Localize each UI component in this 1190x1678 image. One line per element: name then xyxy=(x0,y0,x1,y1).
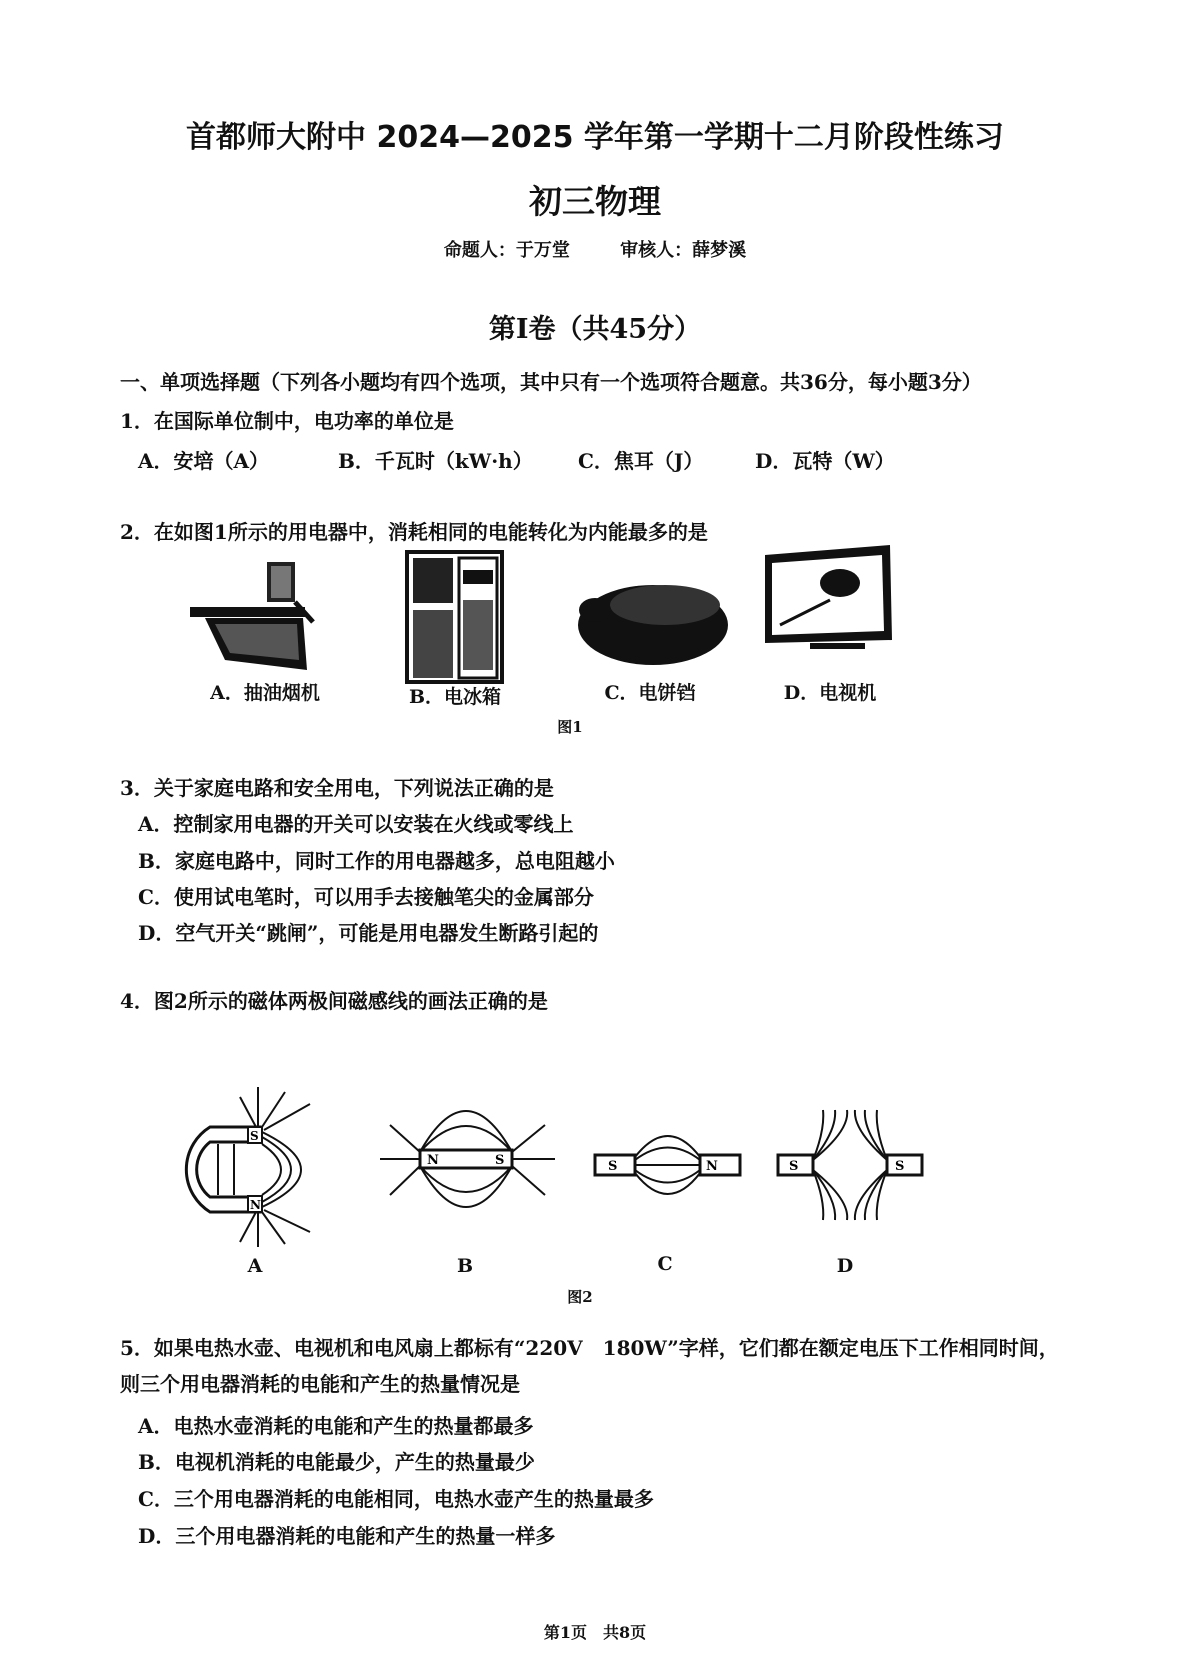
range-hood-icon xyxy=(185,560,325,675)
question-4-stem: 4．图2所示的磁体两极间磁感线的画法正确的是 xyxy=(120,989,548,1013)
figure-2-caption-c: C xyxy=(657,1253,673,1275)
figure-2-label: 图2 xyxy=(567,1288,593,1306)
reviewer: 审核人：薛梦溪 xyxy=(620,240,747,261)
svg-text:S: S xyxy=(895,1159,905,1174)
opposite-poles-field-icon xyxy=(590,1110,745,1220)
question-3-option-b: B．家庭电路中，同时工作的用电器越多，总电阻越小 xyxy=(138,849,615,873)
question-1-option-d: D．瓦特（W） xyxy=(755,449,895,473)
exam-title: 首都师大附中 2024—2025 学年第一学期十二月阶段性练习 xyxy=(186,120,1004,155)
horseshoe-magnet-field-icon xyxy=(160,1082,360,1252)
question-1-option-c: C．焦耳（J） xyxy=(578,449,704,473)
question-1-option-b: B．千瓦时（kW·h） xyxy=(338,449,533,473)
question-2-stem: 2．在如图1所示的用电器中，消耗相同的电能转化为内能最多的是 xyxy=(120,520,708,544)
question-5-option-c: C．三个用电器消耗的电能相同，电热水壶产生的热量最多 xyxy=(138,1487,654,1511)
figure-2-caption-b: B xyxy=(456,1255,474,1277)
subject-title: 初三物理 xyxy=(529,182,661,221)
question-5-stem-line-2: 则三个用电器消耗的电能和产生的热量情况是 xyxy=(120,1372,520,1396)
question-3-stem: 3．关于家庭电路和安全用电，下列说法正确的是 xyxy=(120,776,554,800)
question-1-option-a: A．安培（A） xyxy=(138,449,270,473)
question-5-option-a: A．电热水壶消耗的电能和产生的热量都最多 xyxy=(138,1414,534,1438)
section-heading: 一、单项选择题（下列各小题均有四个选项，其中只有一个选项符合题意。共36分，每小题3分） xyxy=(120,370,982,394)
authors-line xyxy=(0,236,1190,262)
question-5-stem-line-1: 5．如果电热水壶、电视机和电风扇上都标有“220V 180W”字样，它们都在额定电压下工作相同时间， xyxy=(120,1336,1059,1360)
question-5-option-b: B．电视机消耗的电能最少，产生的热量最少 xyxy=(138,1450,535,1474)
bar-magnet-field-icon xyxy=(375,1090,560,1230)
svg-text:S: S xyxy=(789,1159,799,1174)
setter: 命题人：于万堂 xyxy=(443,240,570,261)
question-3-option-d: D．空气开关“跳闸”，可能是用电器发生断路引起的 xyxy=(138,921,599,945)
figure-2-caption-d: D xyxy=(836,1255,854,1277)
svg-text:S: S xyxy=(495,1153,505,1168)
like-poles-field-icon xyxy=(775,1110,925,1220)
page-number: 第1页 共8页 xyxy=(543,1623,647,1642)
figure-2-caption-a: A xyxy=(247,1255,263,1277)
question-5-option-d: D．三个用电器消耗的电能和产生的热量一样多 xyxy=(138,1524,556,1548)
svg-text:S: S xyxy=(608,1159,618,1174)
volume-heading: 第I卷（共45分） xyxy=(488,314,702,345)
svg-text:S: S xyxy=(250,1129,259,1143)
question-1-stem: 1．在国际单位制中，电功率的单位是 xyxy=(120,409,454,433)
figure-1-caption-c: C．电饼铛 xyxy=(604,682,696,704)
question-3-option-a: A．控制家用电器的开关可以安装在火线或零线上 xyxy=(138,812,574,836)
svg-text:N: N xyxy=(706,1159,718,1174)
television-icon xyxy=(760,545,895,655)
question-3-option-c: C．使用试电笔时，可以用手去接触笔尖的金属部分 xyxy=(138,885,594,909)
svg-text:N: N xyxy=(427,1153,439,1168)
figure-1-caption-a: A．抽油烟机 xyxy=(210,682,320,704)
figure-1-label: 图1 xyxy=(557,718,583,736)
electric-griddle-icon xyxy=(575,570,730,670)
figure-1-caption-d: D．电视机 xyxy=(783,682,877,704)
svg-text:N: N xyxy=(250,1198,261,1212)
refrigerator-icon xyxy=(405,550,505,685)
figure-1-caption-b: B．电冰箱 xyxy=(408,686,502,708)
